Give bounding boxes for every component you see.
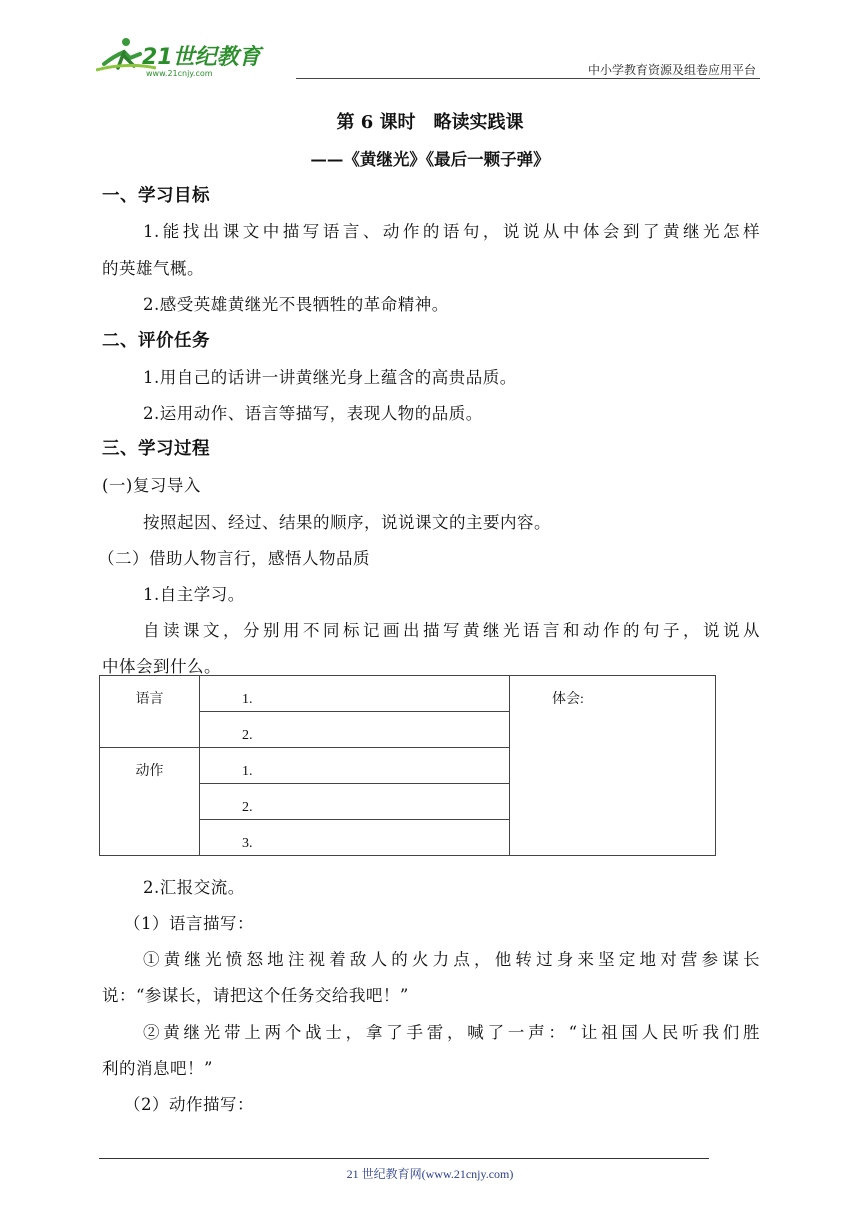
subsection-heading: （二）借助人物言行，感悟人物品质 (98, 549, 370, 568)
paragraph: 2.汇报交流。 (143, 878, 245, 897)
footer-divider (99, 1158, 709, 1159)
action-row-1: 1. (200, 748, 510, 784)
page-header (96, 30, 760, 80)
paragraph: 说：“参谋长，请把这个任务交给我吧！” (102, 986, 409, 1005)
header-divider (296, 78, 760, 79)
paragraph: 2.感受英雄黄继光不畏牺牲的革命精神。 (143, 295, 449, 314)
paragraph: 自读课文，分别用不同标记画出描写黄继光语言和动作的句子，说说从 (143, 621, 760, 640)
subsection-heading: （2）动作描写： (124, 1095, 254, 1114)
section-heading: 二、评价任务 (102, 331, 210, 351)
paragraph: 1.能找出课文中描写语言、动作的语句，说说从中体会到了黄继光怎样 (143, 222, 760, 241)
reflection-cell: 体会: (510, 676, 716, 856)
paragraph: 1.用自己的话讲一讲黄继光身上蕴含的高贵品质。 (143, 368, 517, 387)
paragraph: ②黄继光带上两个战士，拿了手雷，喊了一声：“让祖国人民听我们胜 (143, 1023, 760, 1042)
paragraph: 按照起因、经过、结果的顺序，说说课文的主要内容。 (143, 513, 551, 532)
language-label: 语言 (100, 676, 200, 748)
action-row-2: 2. (200, 784, 510, 820)
paragraph: 的英雄气概。 (102, 259, 204, 278)
subsection-heading: （1）语言描写： (124, 914, 254, 933)
lesson-title: 第 6 课时 略读实践课 (336, 112, 524, 133)
site-logo (96, 34, 296, 78)
section-heading: 一、学习目标 (102, 186, 210, 206)
footer-link[interactable]: 21 世纪教育网(www.21cnjy.com) (346, 1167, 514, 1181)
svg-text:www.21cnjy.com: www.21cnjy.com (146, 69, 213, 78)
lesson-subtitle: ——《黄继光》《最后一颗子弹》 (310, 150, 550, 169)
language-row-1: 1. (200, 676, 510, 712)
section-heading: 三、学习过程 (102, 439, 210, 459)
paragraph: 2.运用动作、语言等描写，表现人物的品质。 (143, 404, 483, 423)
paragraph: 中体会到什么。 (102, 657, 221, 676)
paragraph: 1.自主学习。 (143, 585, 245, 604)
subsection-heading: (一)复习导入 (102, 476, 201, 495)
svg-text:21世纪教育: 21世纪教育 (142, 45, 261, 70)
platform-name: 中小学教育资源及组卷应用平台 (587, 63, 756, 77)
paragraph: 利的消息吧！” (102, 1059, 213, 1078)
action-label: 动作 (100, 748, 200, 856)
language-row-2: 2. (200, 712, 510, 748)
action-row-3: 3. (200, 820, 510, 856)
worksheet-table (99, 675, 716, 856)
paragraph: ①黄继光愤怒地注视着敌人的火力点，他转过身来坚定地对营参谋长 (143, 950, 760, 969)
